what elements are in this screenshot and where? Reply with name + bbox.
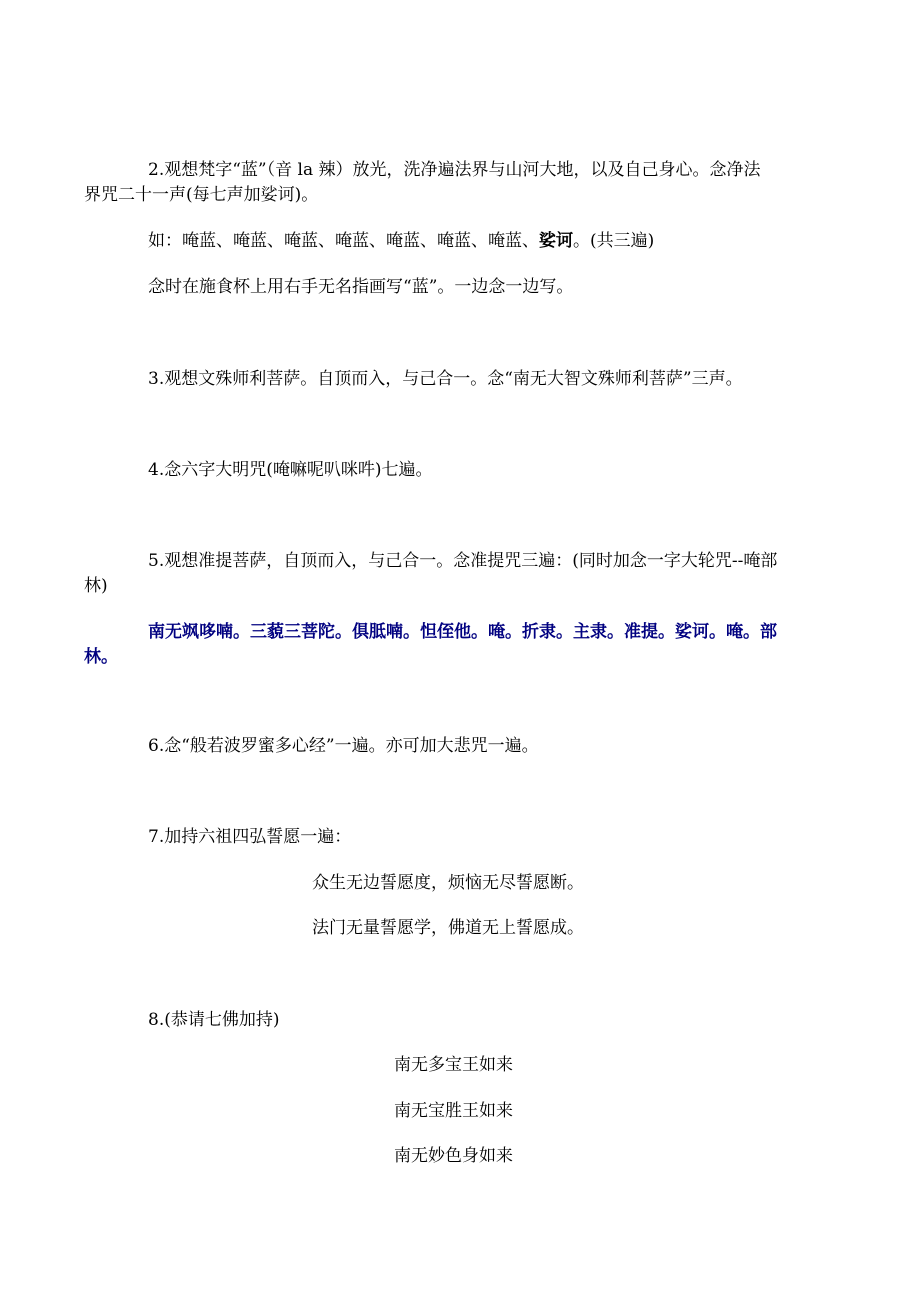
section-8-line-1: 8.(恭请七佛加持) [148,1010,280,1030]
example-prefix: 如：唵蓝、唵蓝、唵蓝、唵蓝、唵蓝、唵蓝、唵蓝、 [148,231,539,251]
section-7-line-1: 7.加持六祖四弘誓愿一遍： [148,827,352,847]
section-2-line-2: 界咒二十一声(每七声加娑诃)。 [84,185,319,205]
section-3-line-1: 3.观想文殊师利菩萨。自顶而入，与己合一。念“南无大智文殊师利菩萨”三声。 [148,369,743,389]
section-4-line-1: 4.念六字大明咒(唵嘛呢叭咪吽)七遍。 [148,460,433,480]
section-2-note: 念时在施食杯上用右手无名指画写“蓝”。一边念一边写。 [148,277,574,297]
buddha-line-1: 南无多宝王如来 [394,1055,513,1075]
example-bold: 娑诃 [539,231,573,251]
section-5-line-1: 5.观想准提菩萨，自顶而入，与己合一。念准提咒三遍：(同时加念一字大轮咒--唵部 [148,551,778,571]
section-5-line-2: 林) [84,576,108,596]
mantra-line-1: 南无飒哆喃。三藐三菩陀。俱胝喃。怛侄他。唵。折隶。主隶。准提。娑诃。唵。部 [148,622,777,642]
mantra-line-2: 林。 [84,647,118,667]
vow-line-1: 众生无边誓愿度，烦恼无尽誓愿断。 [312,873,584,893]
section-2-line-1: 2.观想梵字“蓝”（音 la 辣）放光，洗净遍法界与山河大地，以及自己身心。念净法 [148,160,761,180]
section-2-example [148,228,844,254]
section-6-line-1: 6.念“般若波罗蜜多心经”一遍。亦可加大悲咒一遍。 [148,736,539,756]
vow-line-2: 法门无量誓愿学，佛道无上誓愿成。 [312,918,584,938]
example-suffix: 。(共三遍) [573,231,655,251]
buddha-line-3: 南无妙色身如来 [394,1146,513,1166]
buddha-line-2: 南无宝胜王如来 [394,1101,513,1121]
